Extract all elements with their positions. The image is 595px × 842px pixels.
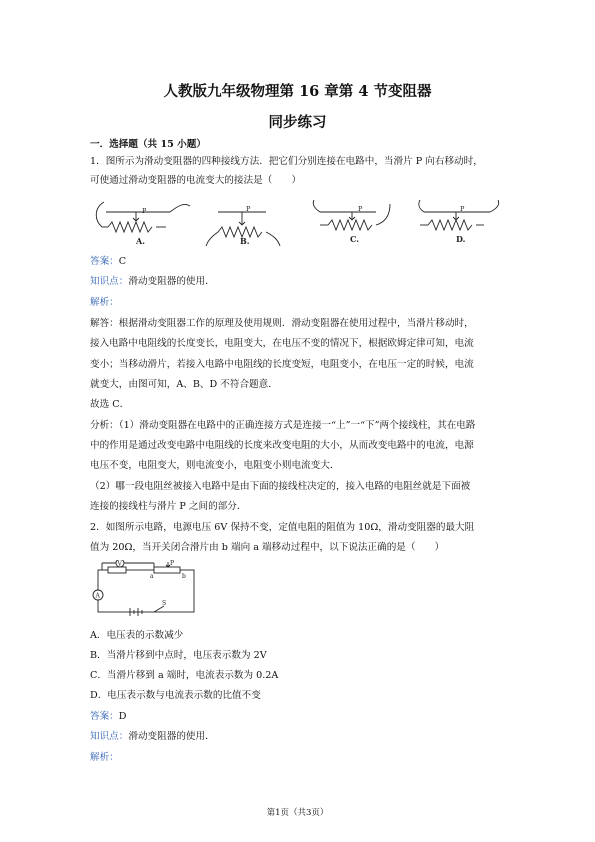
figure-c-slider-label: P [358, 205, 363, 213]
switch-label: S [162, 600, 167, 607]
q1-analysis-line-8: 电压不变，电阻变大，则电流变小，电阻变小则电流变大． [90, 460, 340, 471]
q2-answer-value: D [118, 711, 127, 722]
q2-circuit-diagram [88, 560, 208, 620]
figure-a-label: A. [136, 236, 145, 246]
figure-d-slider-label: P [460, 205, 465, 213]
rheostat-end-a-label: a [150, 573, 154, 580]
q2-option-b: B．当滑片移到中点时，电压表示数为 2V [90, 650, 267, 661]
ammeter-label: A [95, 592, 100, 600]
q2-analysis-label: 解析： [90, 752, 119, 763]
figure-d-label: D. [456, 234, 466, 244]
q2-kp-label: 知识点： [90, 731, 129, 742]
q1-knowledge-point [90, 276, 215, 288]
figure-b-slider-label: P [246, 205, 251, 213]
figure-a-slider-label: P [142, 207, 147, 215]
page-footer: 第1页（共3页） [266, 808, 329, 818]
q2-knowledge-point [90, 731, 215, 743]
figure-d [419, 200, 499, 230]
q1-analysis-line-10: 连接的接线柱与滑片 P 之间的部分． [90, 501, 247, 512]
q1-answer-value: C [118, 256, 127, 267]
q1-analysis-line-7: 中的作用是通过改变电路中电阻线的长度来改变电阻的大小，从而改变电路中的电流，电源 [90, 440, 474, 451]
q2-stem-line-2: 值为 20Ω，当开关闭合滑片由 b 端向 a 端移动过程中，以下说法正确的是（ ） [90, 542, 445, 553]
q1-analysis-line-4: 就变大，由图可知，A、B、D 不符合题意． [90, 379, 278, 390]
q1-analysis-line-2: 接入电路中电阻线的长度变长，电阻变大，在电压不变的情况下，根据欧姆定律可知，电流 [90, 338, 474, 349]
q1-stem-line-2: 可使通过滑动变阻器的电流变大的接法是（ ） [90, 175, 302, 186]
document-subtitle: 同步练习 [268, 114, 327, 131]
rheostat-end-b-label: b [182, 573, 186, 580]
q1-analysis-line-5: 故选 C． [90, 399, 130, 410]
q1-rheostat-figures [88, 192, 508, 250]
document-title: 人教版九年级物理第 16 章第 4 节变阻器 [163, 83, 432, 100]
q1-analysis-line-3: 变小；当移动滑片，若接入电路中电阻线的长度变短，电阻变小，在电压一定的时候，电流 [90, 359, 474, 370]
q1-analysis-line-1: 解答：根据滑动变阻器工作的原理及使用规则．滑动变阻器在使用过程中，当滑片移动时， [90, 318, 474, 329]
q1-answer-label: 答案： [90, 256, 119, 267]
q1-answer [90, 256, 126, 268]
q2-option-d: D．电压表示数与电流表示数的比值不变 [90, 690, 261, 701]
voltmeter-label: V [117, 560, 122, 568]
q1-kp-value: 滑动变阻器的使用． [128, 276, 215, 287]
section-heading: 一．选择题（共 15 小题） [90, 139, 206, 150]
figure-c-label: C. [350, 234, 360, 244]
q1-analysis-line-9: （2）哪一段电阻丝被接入电路中是由下面的接线柱决定的，接入电路的电阻丝就是下面被 [90, 481, 471, 492]
slider-p-label: P [170, 560, 175, 567]
q2-kp-value: 滑动变阻器的使用． [128, 731, 215, 742]
q2-answer [90, 711, 126, 723]
figure-b-label: B. [240, 236, 250, 246]
figure-c [313, 200, 390, 230]
q1-kp-label: 知识点： [90, 276, 129, 287]
q2-option-a: A．电压表的示数减少 [90, 630, 184, 641]
q1-stem-line-1: 1．图所示为滑动变阻器的四种接线方法．把它们分别连接在电路中，当滑片 P 向右移动时， [90, 156, 483, 167]
q1-analysis-label: 解析： [90, 297, 119, 308]
q2-option-c: C．当滑片移到 a 端时，电流表示数为 0.2A [90, 670, 279, 681]
q1-analysis-line-6: 分析：（1）滑动变阻器在电路中的正确连接方式是连接一“上”一“下”两个接线柱，其在电路 [90, 420, 476, 431]
q2-answer-label: 答案： [90, 711, 119, 722]
q2-stem-line-1: 2．如图所示电路，电源电压 6V 保持不变，定值电阻的阻值为 10Ω，滑动变阻器的最大阻 [90, 522, 475, 533]
